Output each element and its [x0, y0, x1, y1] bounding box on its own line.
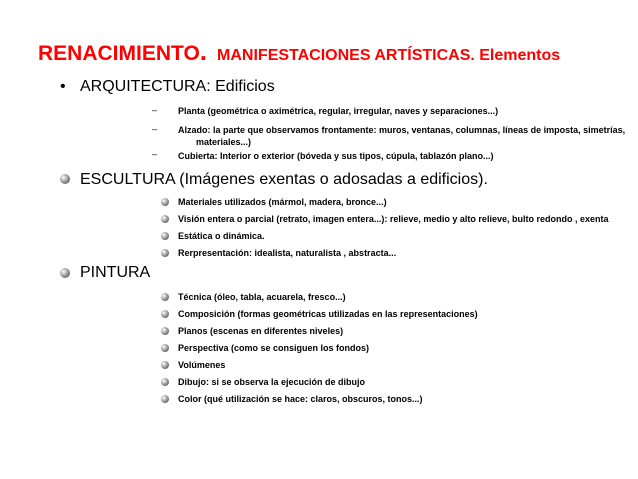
bullet-ball-icon: [161, 293, 169, 301]
bullet-ball-icon: [161, 232, 169, 240]
dash-icon: –: [152, 149, 158, 159]
list-item: Color (qué utilización se hace: claros, obscuros, tonos...): [178, 394, 423, 404]
dash-icon: –: [152, 105, 158, 115]
dash-icon: –: [152, 124, 158, 134]
bullet-ball-icon: [161, 344, 169, 352]
list-item: Volúmenes: [178, 360, 226, 370]
bullet-ball-icon: [60, 174, 70, 184]
section-heading-escultura: ESCULTURA (Imágenes exentas o adosadas a edificios).: [80, 171, 488, 188]
title-dot: .: [199, 36, 208, 66]
list-item: Materiales utilizados (mármol, madera, bronce...): [178, 197, 387, 207]
list-item: Cubierta: Interior o exterior (bóveda y sus tipos, cúpula, tablazón plano...): [178, 151, 494, 161]
bullet-ball-icon: [161, 249, 169, 257]
list-item: Planos (escenas en diferentes niveles): [178, 326, 344, 336]
list-item: Alzado: la parte que observamos frontamente: muros, ventanas, columnas, líneas de imposta, simetrías,: [178, 125, 626, 135]
list-item: Planta (geométrica o aximétrica, regular, irregular, naves y separaciones...): [178, 106, 499, 116]
list-item: Perspectiva (como se consiguen los fondos): [178, 343, 370, 353]
list-item: Visión entera o parcial (retrato, imagen entera...): relieve, medio y alto relieve, bulto redondo , exenta: [178, 214, 609, 224]
bullet-ball-icon: [161, 198, 169, 206]
list-item: Técnica (óleo, tabla, acuarela, fresco...): [178, 292, 346, 302]
list-item: Dibujo: si se observa la ejecución de dibujo: [178, 377, 366, 387]
list-item: Composición (formas geométricas utilizadas en las representaciones): [178, 309, 478, 319]
title-subtitle: MANIFESTACIONES ARTÍSTICAS. Elementos: [217, 47, 561, 64]
bullet-ball-icon: [161, 378, 169, 386]
bullet-ball-icon: [161, 395, 169, 403]
bullet-icon: •: [60, 78, 66, 95]
title-main: RENACIMIENTO: [38, 42, 200, 65]
list-item: Rerpresentación: idealista, naturalista , abstracta...: [178, 248, 397, 258]
bullet-ball-icon: [161, 310, 169, 318]
list-item-continuation: materiales...): [196, 137, 252, 147]
bullet-ball-icon: [161, 215, 169, 223]
section-heading-pintura: PINTURA: [80, 264, 151, 281]
bullet-ball-icon: [161, 327, 169, 335]
bullet-ball-icon: [161, 361, 169, 369]
list-item: Estática o dinámica.: [178, 231, 265, 241]
slide-title: [38, 36, 560, 67]
section-heading-arquitectura: • ARQUITECTURA: Edificios: [60, 78, 275, 95]
bullet-ball-icon: [60, 268, 70, 278]
